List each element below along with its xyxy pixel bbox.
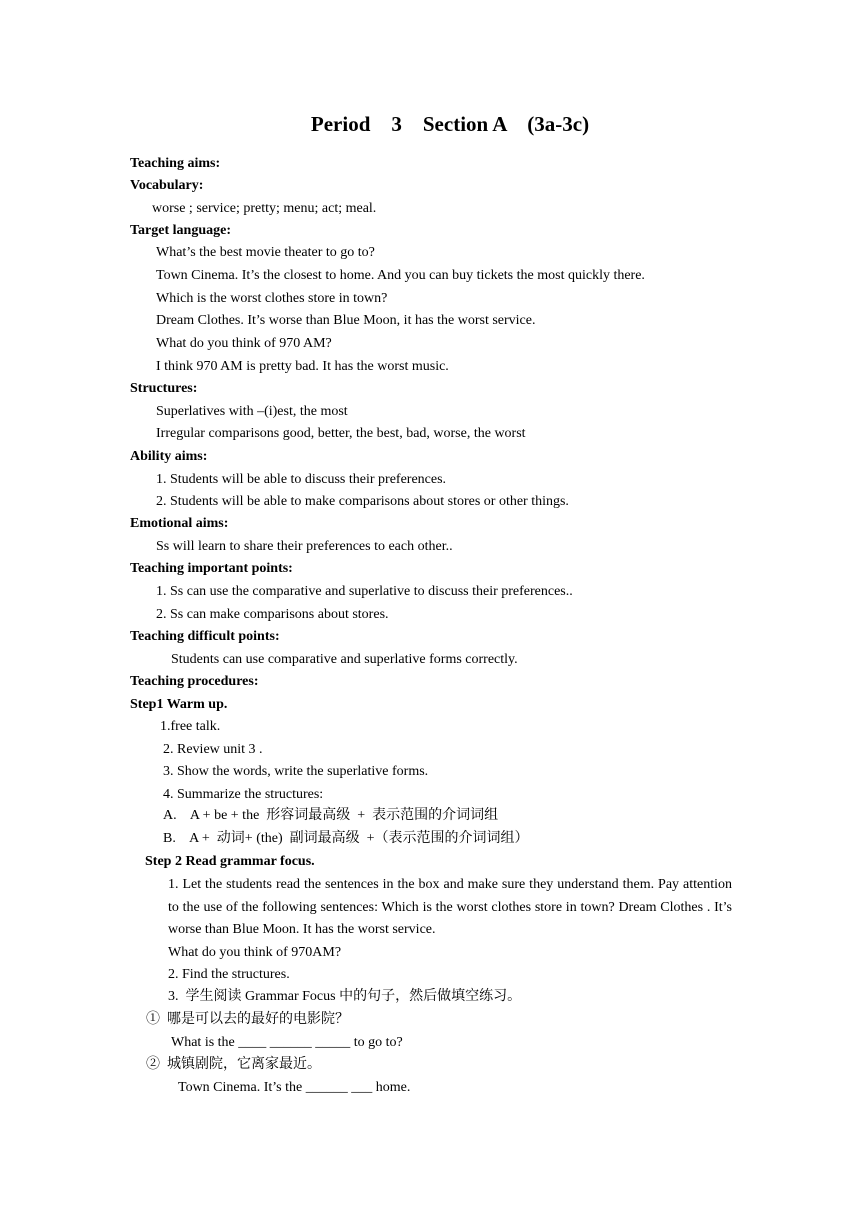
vocabulary-list: worse ; service; pretty; menu; act; meal.: [152, 201, 377, 216]
target-line-2: Town Cinema. It’s the closest to home. And you can buy tickets the most quickly there.: [156, 268, 645, 283]
difficult-line-1: Students can use comparative and superlative forms correctly.: [171, 652, 518, 667]
important-line-2: 2. Ss can make comparisons about stores.: [156, 607, 389, 622]
target-line-4: Dream Clothes. It’s worse than Blue Moon, it has the worst service.: [156, 313, 536, 328]
heading-vocabulary: Vocabulary:: [130, 178, 204, 193]
heading-structures: Structures:: [130, 381, 198, 396]
page-title: Period 3 Section A (3a-3c): [310, 112, 590, 136]
target-line-1: What’s the best movie theater to go to?: [156, 245, 375, 260]
heading-target-language: Target language:: [130, 223, 231, 238]
heading-emotional-aims: Emotional aims:: [130, 516, 229, 531]
heading-difficult-points: Teaching difficult points:: [130, 629, 280, 644]
step1-line-1: 1.free talk.: [160, 719, 221, 734]
heading-step2: Step 2 Read grammar focus.: [145, 854, 315, 869]
step1-line-3: 3. Show the words, write the superlative forms.: [163, 764, 429, 779]
exercise-1-prompt: ① 哪是可以去的最好的电影院？: [146, 1012, 349, 1027]
target-line-5: What do you think of 970 AM?: [156, 336, 332, 351]
structure-b: B. A + 动词+ (the) 副词最高级 +（表示范围的介词词组）: [163, 831, 529, 846]
structure-line-2: Irregular comparisons good, better, the best, bad, worse, the worst: [156, 426, 526, 441]
heading-ability-aims: Ability aims:: [130, 449, 208, 464]
exercise-2-prompt: ② 城镇剧院，它离家最近。: [146, 1057, 321, 1072]
exercise-2-blank: Town Cinema. It’s the ______ ___ home.: [178, 1080, 411, 1095]
ability-line-2: 2. Students will be able to make comparisons about stores or other things.: [156, 494, 569, 509]
step2-line-1: What do you think of 970AM?: [168, 945, 342, 960]
heading-step1: Step1 Warm up.: [130, 697, 228, 712]
step1-line-4: 4. Summarize the structures:: [163, 787, 324, 802]
ability-line-1: 1. Students will be able to discuss their preferences.: [156, 472, 447, 487]
heading-important-points: Teaching important points:: [130, 561, 293, 576]
important-line-1: 1. Ss can use the comparative and superlative to discuss their preferences..: [156, 584, 573, 599]
heading-teaching-procedures: Teaching procedures:: [130, 674, 259, 689]
step1-line-2: 2. Review unit 3 .: [163, 742, 263, 757]
step2-line-2: 2. Find the structures.: [168, 967, 290, 982]
step2-line-3: 3. 学生阅读 Grammar Focus 中的句子，然后做填空练习。: [168, 989, 522, 1004]
heading-teaching-aims: Teaching aims:: [130, 156, 221, 171]
target-line-6: I think 970 AM is pretty bad. It has the worst music.: [156, 359, 449, 374]
step2-paragraph: 1. Let the students read the sentences in the box and make sure they understand them. Pay attention to the use of the following sentences: Which is the worst clothes store in town? Dream Clothes . It’s worse than Blue Moon. It has the worst service.: [168, 877, 732, 937]
structure-line-1: Superlatives with –(i)est, the most: [156, 404, 348, 419]
emotional-line-1: Ss will learn to share their preferences to each other..: [156, 539, 453, 554]
exercise-1-blank: What is the ____ ______ _____ to go to?: [171, 1035, 403, 1050]
target-line-3: Which is the worst clothes store in town?: [156, 291, 388, 306]
structure-a: A. A + be + the 形容词最高级 + 表示范围的介词词组: [163, 808, 499, 823]
